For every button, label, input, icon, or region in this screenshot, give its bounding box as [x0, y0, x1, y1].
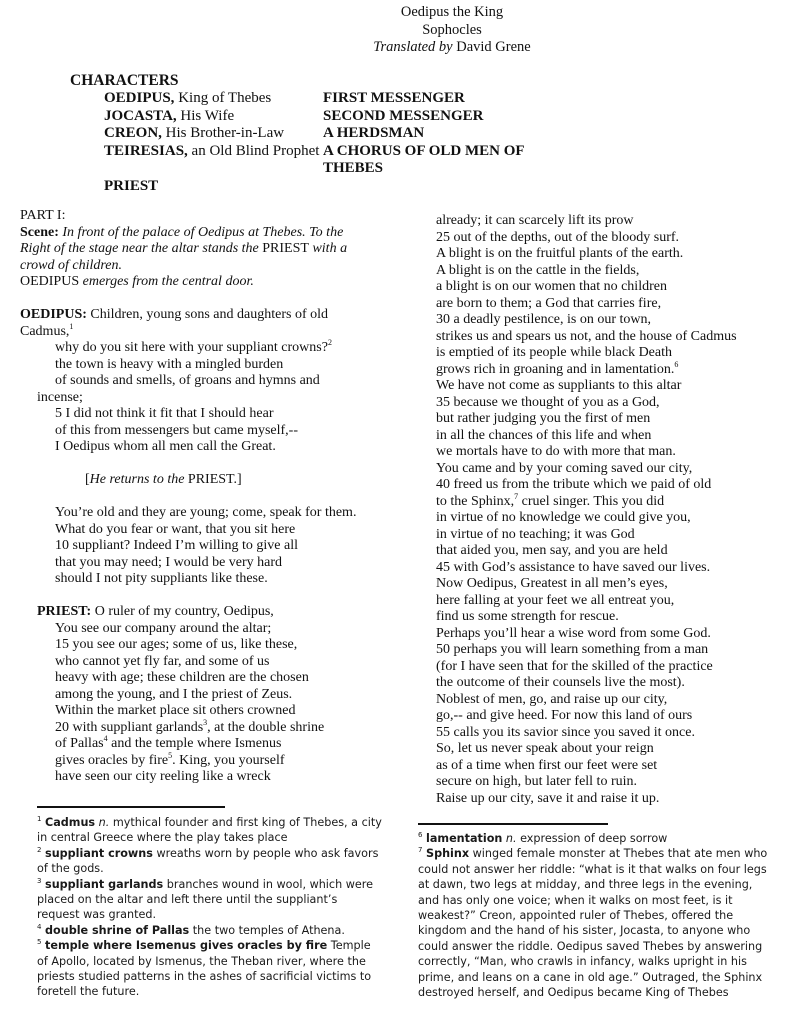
- cast-entry: [104, 90, 319, 108]
- footnote-term: suppliant crowns: [45, 846, 153, 860]
- verse-line: have seen our city reeling like a wreck: [55, 769, 271, 784]
- footnote-term: Cadmus: [45, 816, 96, 829]
- footnote-number: 6: [418, 831, 423, 839]
- verse-line: secure on high, but later fell to ruin.: [436, 774, 637, 789]
- verse-line: 35 because we thought of you as a God,: [436, 394, 660, 410]
- verse-line: You’re old and they are young; come, speak for them.: [55, 505, 357, 520]
- verse-line: I Oedipus whom all men call the Great.: [55, 439, 276, 454]
- cast-entry: [104, 108, 319, 126]
- verse-line: 10 suppliant? Indeed I’m willing to give all: [55, 538, 299, 553]
- verse-line: Raise up our city, save it and raise it up.: [436, 790, 660, 806]
- footnote-ref[interactable]: 7: [514, 491, 519, 501]
- translated-by-label: Translated by: [373, 39, 453, 55]
- cast-desc: His Wife: [176, 107, 235, 124]
- verse-line: that aided you, men say, and you are held: [436, 543, 668, 558]
- footnote-ref[interactable]: 3: [203, 717, 208, 727]
- bracket: [: [85, 472, 90, 487]
- cast-entry: FIRST MESSENGER: [323, 90, 465, 106]
- verse-line: A blight is on the fruitful plants of the earth.: [436, 246, 684, 261]
- spacer: [20, 489, 390, 506]
- verse-line: [20, 340, 390, 357]
- cast-entry-priest: PRIEST: [104, 178, 159, 194]
- verse-text: Cadmus,: [20, 323, 70, 339]
- cast-name: JOCASTA,: [104, 107, 177, 124]
- verse-line: You see our company around the altar;: [55, 620, 272, 636]
- translator-name: David Grene: [456, 39, 531, 55]
- footnote-term: suppliant garlands: [45, 877, 164, 891]
- footnote-item: [37, 877, 382, 923]
- verse-line: Now Oedipus, Greatest in all men’s eyes,: [436, 576, 668, 591]
- cast-list-right: [323, 90, 525, 178]
- footnotes-right: [418, 831, 773, 1000]
- verse-text: of Pallas: [55, 736, 104, 751]
- verse-line: strikes us and spears us not, and the house of Cadmus: [436, 328, 737, 344]
- cast-name: CREON,: [104, 125, 162, 141]
- cast-entry: SECOND MESSENGER: [323, 107, 484, 124]
- spacer: [20, 456, 390, 473]
- verse-line: [20, 736, 390, 753]
- verse-line: 25 out of the depths, out of the bloody surf.: [436, 229, 680, 245]
- scene-label: Scene:: [20, 224, 59, 240]
- verse-line: already; it can scarcely lift its prow: [436, 213, 634, 228]
- verse-line: in virtue of no teaching; it was God: [436, 526, 635, 542]
- verse-line: we mortals have to do with more that man.: [436, 444, 676, 459]
- right-column: [436, 213, 786, 807]
- verse-line: So, let us never speak about your reign: [436, 741, 654, 756]
- verse-line: You came and by your coming saved our city,: [436, 460, 693, 476]
- verse-line: the town is heavy with a mingled burden: [55, 356, 284, 372]
- scene-line: [20, 241, 390, 258]
- characters-heading: CHARACTERS: [70, 72, 179, 89]
- cast-desc: an Old Blind Prophet: [187, 142, 320, 159]
- footnote-pos: n.: [95, 816, 110, 829]
- footnote-number: 3: [37, 876, 42, 885]
- cast-entry: A HERDSMAN: [323, 125, 425, 141]
- verse-line: [436, 359, 786, 379]
- cast-desc: King of Thebes: [174, 90, 272, 106]
- footnote-ref[interactable]: 4: [103, 734, 108, 743]
- verse-text: to the Sphinx,: [436, 493, 515, 509]
- left-column: [20, 208, 390, 786]
- translator-line: [0, 39, 791, 57]
- verse-line: 50 perhaps you will learn something from a man: [436, 642, 709, 657]
- footnote-number: 7: [418, 846, 423, 855]
- footnote-text: Temple of Apollo, located by Ismenus, the Theban river, where the priests studied patterns in the ashes of sacrificial victims to foretell the future.: [37, 939, 372, 999]
- cast-desc: His Brother-in-Law: [161, 125, 285, 141]
- footnote-divider-left: [37, 806, 225, 808]
- verse-line: but rather judging you the first of men: [436, 411, 651, 426]
- verse-text: . King, you yourself: [172, 752, 285, 768]
- cast-entry: [104, 143, 319, 161]
- verse-line: 45 with God’s assistance to have saved our lives.: [436, 559, 711, 575]
- verse-line: [20, 717, 390, 737]
- direction-text: He returns to the: [89, 472, 185, 487]
- verse-line: a blight is on our women that no children: [436, 279, 667, 294]
- footnote-item: [418, 846, 773, 1000]
- character-name: PRIEST: [262, 241, 309, 256]
- title-block: [0, 4, 791, 57]
- footnote-term: double shrine of Pallas: [45, 923, 190, 937]
- verse-line: A blight is on the cattle in the fields,: [436, 262, 640, 278]
- verse-line: 5 I did not think it fit that I should hear: [55, 406, 274, 421]
- verse-text: O ruler of my country, Oedipus,: [91, 604, 274, 619]
- footnote-text: the two temples of Athena.: [189, 923, 345, 937]
- footnote-text: expression of deep sorrow: [516, 832, 668, 845]
- stage-direction: [20, 472, 390, 489]
- cast-entry: [104, 125, 319, 143]
- footnote-item: [37, 938, 382, 1000]
- verse-line: go,-- and give heed. For now this land of ours: [436, 708, 693, 723]
- verse-text: cruel singer. This you did: [518, 493, 665, 509]
- verse-line: of sounds and smells, of groans and hymns and: [55, 373, 320, 388]
- footnote-item: [37, 923, 382, 938]
- scene-text: crowd of children.: [20, 257, 123, 273]
- cast-name: OEDIPUS,: [104, 90, 175, 106]
- scene-line: [20, 274, 390, 291]
- character-name: PRIEST.]: [184, 472, 242, 487]
- footnote-number: 5: [37, 938, 42, 947]
- footnote-text: wreaths worn by people who ask favors of the gods.: [37, 846, 379, 876]
- footnote-number: 2: [37, 845, 42, 854]
- footnote-number: 1: [37, 815, 42, 823]
- verse-line: find us some strength for rescue.: [436, 609, 619, 624]
- cast-entry: A CHORUS OF OLD MEN OF: [323, 142, 525, 159]
- footnote-text: winged female monster at Thebes that ate men who could not answer her riddle: “what is it that walks on four legs at dawn, two legs at midday, and three legs in the evening, and has only one voice; when it walks on most feet, is it weakest?” Creon, appointed ruler of Thebes, offered the kingdom and the hand of his sister, Jocasta, to anyone who could answer the riddle. Oedipus saved Thebes by answering correctly, “Man, who crawls in infancy, walks upright in his prime, and leans on a cane in old age.” Outraged, the Sphinx destroyed herself, and Oedipus became King of Thebes: [418, 847, 768, 1000]
- scene-text: Right of the stage near the altar stands the: [20, 241, 263, 256]
- footnote-pos: n.: [502, 832, 517, 845]
- verse-line: Within the market place sit others crowned: [55, 703, 296, 718]
- verse-text: grows rich in groaning and in lamentation.: [436, 361, 675, 377]
- footnote-term: temple where Isemenus gives oracles by fire: [45, 939, 328, 953]
- verse-line: 40 freed us from the tribute which we paid of old: [436, 477, 712, 492]
- footnotes-left: [37, 815, 382, 1000]
- speaker-label: OEDIPUS:: [20, 307, 87, 322]
- verse-line: heavy with age; these children are the chosen: [55, 670, 309, 685]
- speaker-label: PRIEST:: [37, 604, 92, 619]
- speech-line: [20, 307, 390, 324]
- verse-text: , at the double shrine: [207, 719, 325, 735]
- footnote-ref[interactable]: 5: [168, 750, 173, 760]
- footnote-term: Sphinx: [426, 847, 470, 861]
- footnote-number: 4: [37, 922, 42, 931]
- cast-entry: THEBES: [323, 160, 384, 176]
- verse-line: 15 you see our ages; some of us, like these,: [55, 637, 298, 652]
- footnote-item: [37, 846, 382, 877]
- spacer: [20, 291, 390, 308]
- verse-text: 20 with suppliant garlands: [55, 719, 204, 735]
- verse-text: Children, young sons and daughters of old: [86, 307, 328, 322]
- part-heading: PART I:: [20, 208, 66, 223]
- verse-text: gives oracles by fire: [55, 752, 169, 768]
- scene-text: emerges from the central door.: [79, 274, 254, 289]
- verse-line: [20, 750, 390, 770]
- footnote-divider-right: [418, 823, 608, 825]
- verse-line: as of a time when first our feet were set: [436, 757, 658, 773]
- cast-list-left: [104, 90, 319, 160]
- verse-line: Perhaps you’ll hear a wise word from some God.: [436, 625, 711, 641]
- scene-text: In front of the palace of Oedipus at Thebes. To the: [58, 224, 344, 240]
- verse-line: should I not pity suppliants like these.: [55, 571, 268, 586]
- footnote-text: mythical founder and first king of Thebes, a city in central Greece where the play takes place: [37, 816, 382, 845]
- verse-text: and the temple where Ismenus: [107, 736, 282, 751]
- character-name: OEDIPUS: [20, 274, 80, 289]
- verse-line: We have not come as suppliants to this altar: [436, 378, 682, 393]
- verse-line: the outcome of their counsels live the most).: [436, 675, 685, 690]
- cast-name: TEIRESIAS,: [104, 142, 188, 159]
- author: Sophocles: [422, 21, 482, 38]
- verse-line: that you may need; I would be very hard: [55, 554, 283, 570]
- verse-line: Noblest of men, go, and raise up our city,: [436, 691, 668, 707]
- footnote-term: lamentation: [426, 832, 503, 845]
- verse-line: What do you fear or want, that you sit here: [55, 521, 296, 537]
- speech-line: [20, 604, 390, 621]
- verse-line: (for I have seen that for the skilled of the practice: [436, 658, 713, 674]
- scene-line: [20, 225, 390, 242]
- verse-text: why do you sit here with your suppliant crowns?: [55, 340, 328, 355]
- verse-line: who cannot yet fly far, and some of us: [55, 653, 270, 669]
- footnote-ref[interactable]: 6: [674, 359, 679, 369]
- verse-line: 55 calls you its savior since you saved it once.: [436, 724, 695, 740]
- verse-line: is emptied of its people while black Death: [436, 345, 672, 360]
- verse-line: incense;: [37, 389, 83, 405]
- spacer: [20, 588, 390, 605]
- verse-line: here falling at your feet we all entreat you,: [436, 592, 675, 608]
- verse-line: in all the chances of this life and when: [436, 427, 652, 443]
- verse-line: in virtue of no knowledge we could give you,: [436, 510, 691, 525]
- speech-line: [20, 321, 390, 341]
- scene-text: with a: [308, 241, 348, 256]
- verse-line: among the young, and I the priest of Zeus.: [55, 686, 293, 702]
- footnote-text: branches wound in wool, which were placed on the altar and left there until the suppliant’s request was granted.: [37, 877, 373, 922]
- footnote-ref[interactable]: 1: [69, 321, 74, 331]
- verse-line: 30 a deadly pestilence, is on our town,: [436, 312, 652, 327]
- scene-line: [20, 258, 390, 275]
- verse-line: of this from messengers but came myself,--: [55, 422, 298, 438]
- verse-line: [436, 491, 786, 511]
- footnote-ref[interactable]: 2: [327, 338, 332, 347]
- play-title: Oedipus the King: [400, 4, 504, 20]
- footnote-item: [37, 815, 382, 846]
- verse-line: are born to them; a God that carries fire,: [436, 295, 662, 311]
- footnote-item: [418, 831, 773, 846]
